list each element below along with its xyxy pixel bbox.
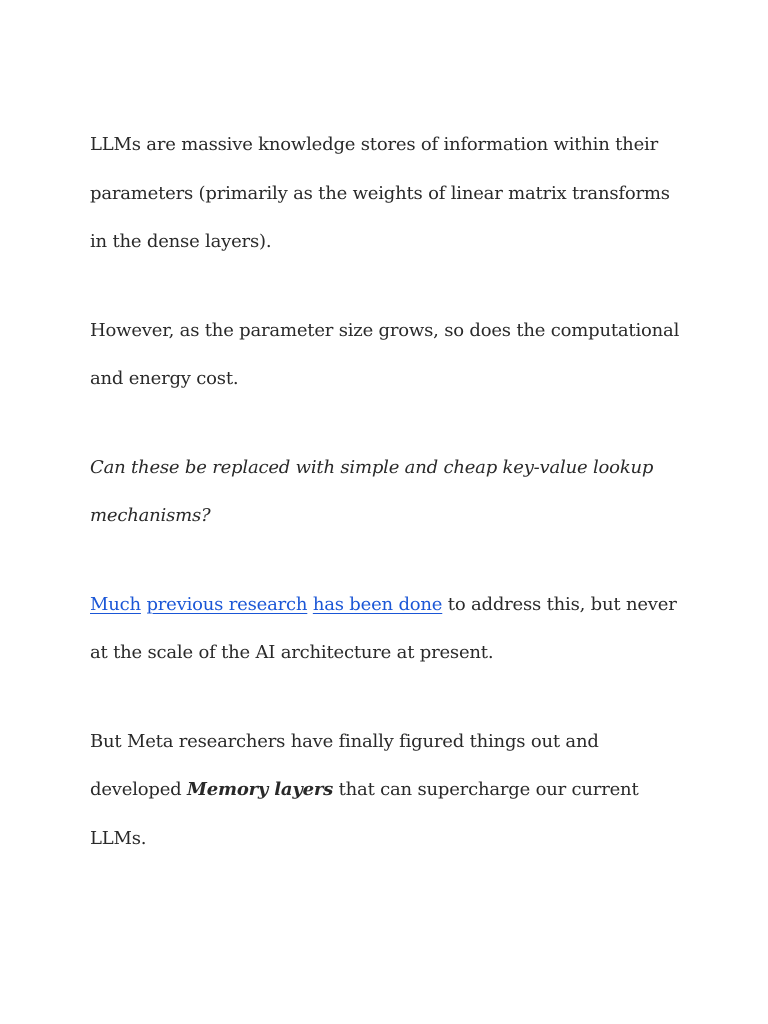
memory-text-after: that can supercharge our current LLMs. [90,779,639,849]
paragraph-intro: LLMs are massive knowledge stores of information within their parameters (primarily as the weights of linear matrix transforms in the dense layers). [90,134,670,252]
link-much[interactable]: Much [90,593,141,615]
paragraph-cost: However, as the parameter size grows, so does the computational and energy cost. [90,319,680,389]
paragraph-memory-layers [90,718,690,864]
memory-text-before: But Meta researchers have finally figured things out and developed [90,730,599,800]
article-body [90,121,690,863]
paragraph-research [90,581,690,678]
question-text: Can these be replaced with simple and cheap key-value lookup mechanisms? [90,456,654,526]
link-previous-research[interactable]: previous research [146,593,308,615]
research-text: to address this, but never at the scale of the AI architecture at present. [90,593,677,663]
link-has-been-done[interactable]: has been done [312,593,443,615]
memory-layers-emphasis: Memory layers [187,779,334,800]
paragraph-question [90,444,690,541]
